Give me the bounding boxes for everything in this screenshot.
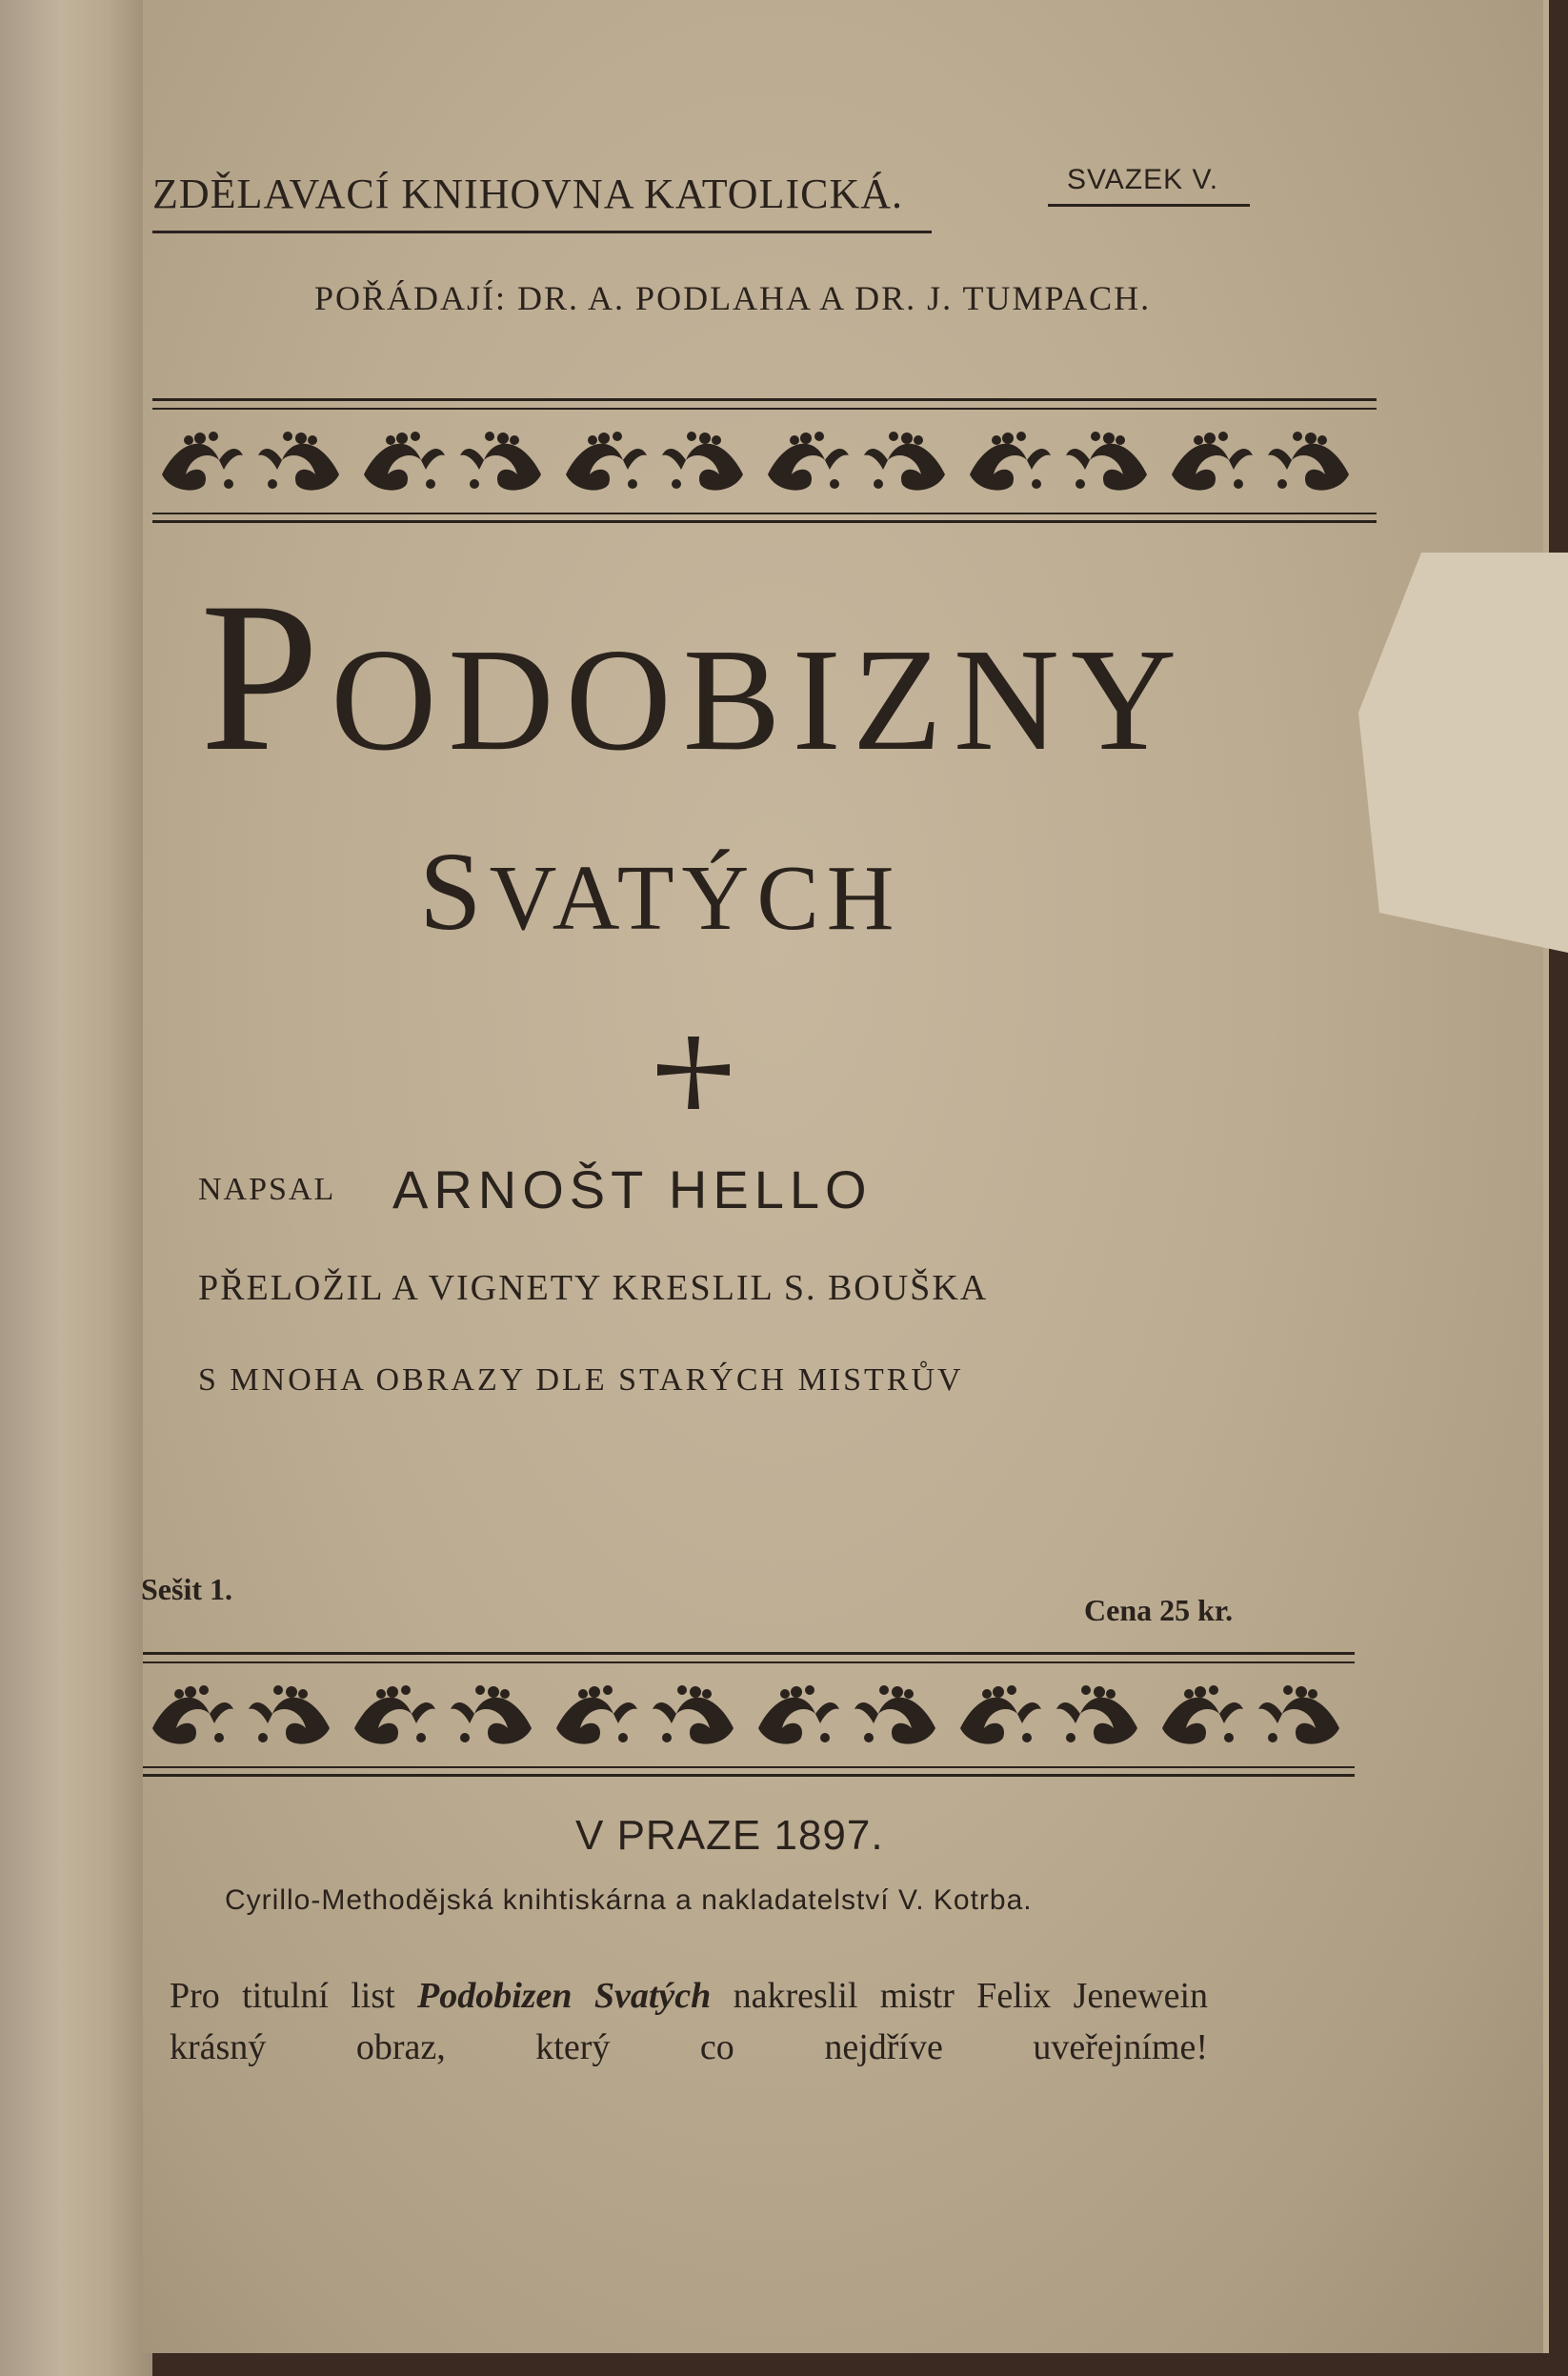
issue-price: Cena 25 kr.	[1084, 1593, 1234, 1627]
issue-number: Sešit 1.	[141, 1572, 232, 1606]
book-spine	[0, 0, 152, 2376]
floral-border-icon	[152, 417, 1377, 513]
series-underline	[152, 231, 932, 233]
series-title: ZDĚLAVACÍ KNIHOVNA KATOLICKÁ.	[152, 171, 903, 217]
floral-border-top	[152, 398, 1377, 524]
volume-underline	[1048, 204, 1250, 207]
imprint-place-year: V PRAZE 1897.	[575, 1812, 884, 1859]
author-name: ARNOŠT HELLO	[392, 1159, 873, 1219]
title-page-notice: Pro titulní list Podobizen Svatých nakreslil mistr Felix Jenewein krásný obraz, který co nejdříve uveřejníme!	[170, 1976, 1208, 2067]
author-prefix: NAPSAL	[198, 1172, 336, 1207]
cross-pattee-icon	[653, 1033, 734, 1113]
imprint-printer: Cyrillo-Methodějská knihtiskárna a nakladatelství V. Kotrba.	[225, 1884, 1033, 1916]
illustrations-line: S MNOHA OBRAZY DLE STARÝCH MISTRŮV	[198, 1362, 964, 1398]
translator-line: PŘELOŽIL A VIGNETY KRESLIL S. BOUŠKA	[198, 1268, 989, 1308]
editors-line: POŘÁDAJÍ: DR. A. PODLAHA A DR. J. TUMPACH.	[314, 279, 1152, 317]
volume-label: SVAZEK V.	[1067, 164, 1219, 195]
book-subtitle: SVATÝCH	[419, 829, 902, 954]
floral-border-bottom	[143, 1652, 1355, 1778]
floral-border-icon	[143, 1671, 1355, 1766]
book-title: PODOBIZNY	[200, 557, 1189, 795]
